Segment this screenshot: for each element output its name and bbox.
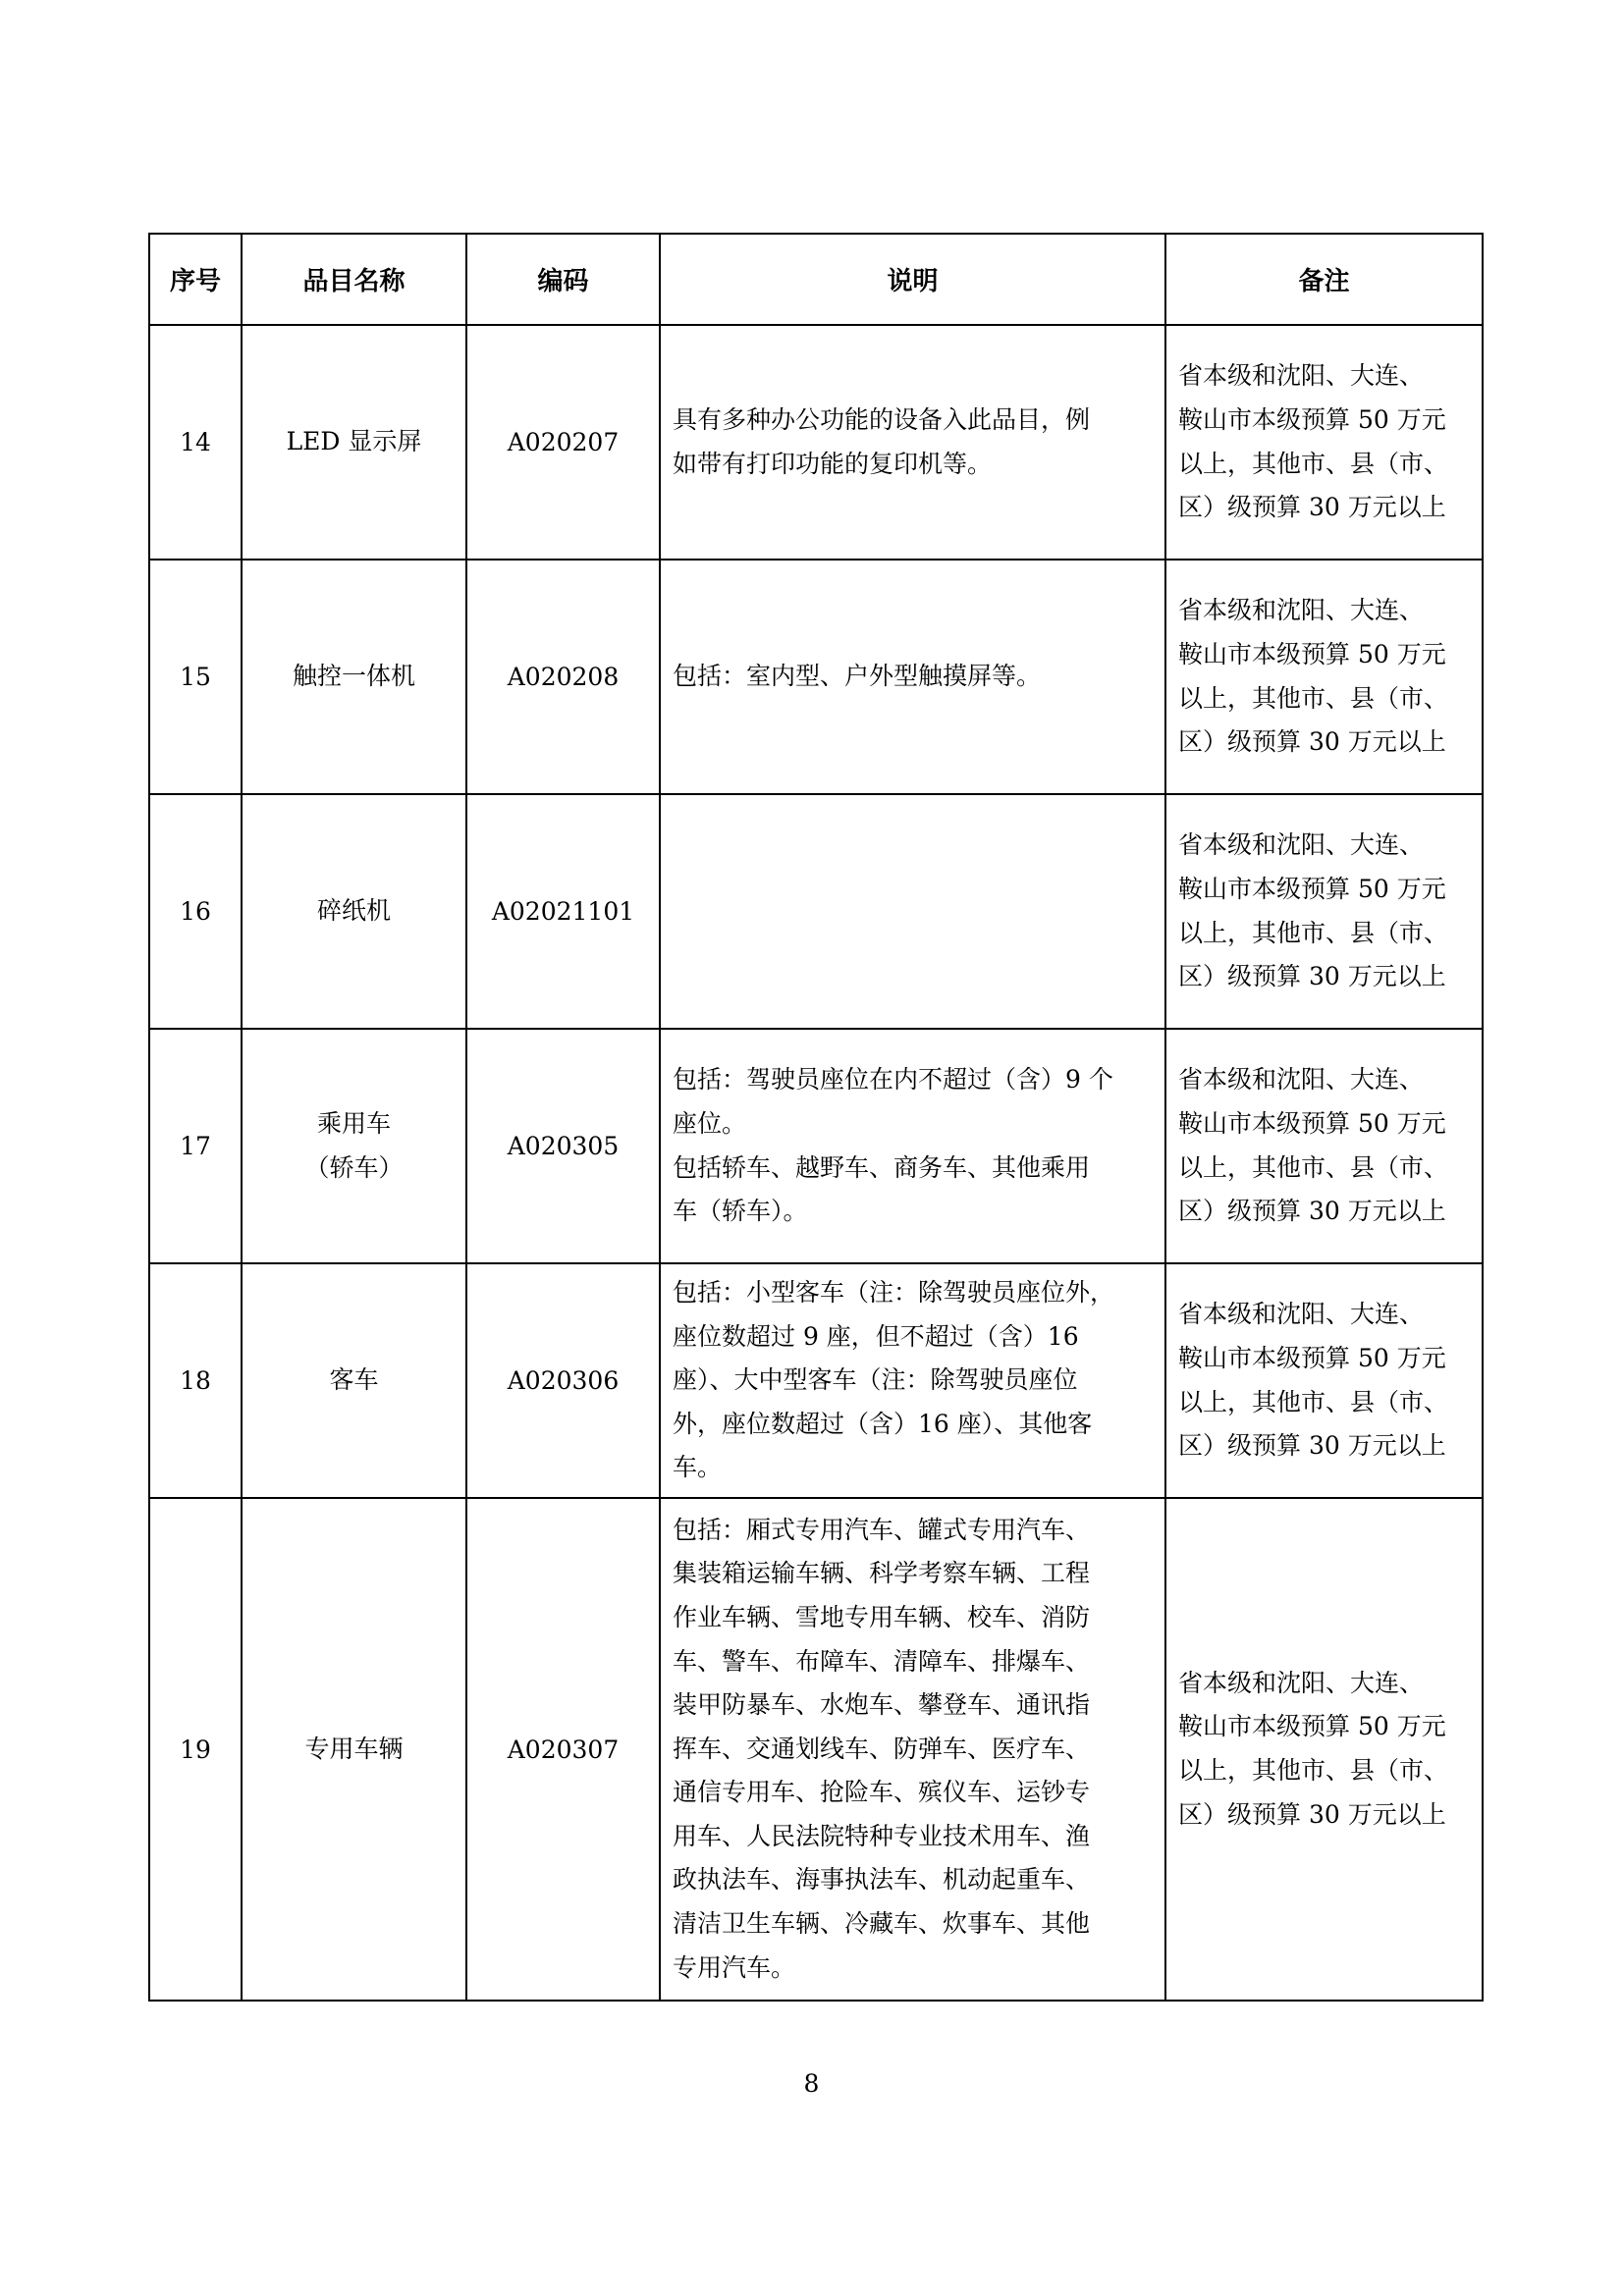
- remarks-line: 省本级和沈阳、大连、: [1178, 1668, 1425, 1697]
- remarks-line: 鞍山市本级预算 50 万元: [1178, 404, 1446, 434]
- remarks-cell: [1165, 1498, 1483, 2001]
- remarks-line: 鞍山市本级预算 50 万元: [1178, 639, 1446, 668]
- serial-number-cell: 14: [149, 325, 242, 560]
- table-row: [149, 325, 1483, 560]
- table-header-row: [149, 234, 1483, 325]
- remarks-line: 区）级预算 30 万元以上: [1178, 1799, 1446, 1829]
- description-line: 包括：小型客车（注：除驾驶员座位外，: [673, 1278, 1115, 1308]
- description-line: 座位数超过 9 座，但不超过（含）16: [673, 1321, 1079, 1351]
- remarks-line: 省本级和沈阳、大连、: [1178, 361, 1425, 391]
- remarks-line: 以上，其他市、县（市、: [1178, 1152, 1449, 1182]
- description-line: 包括：驾驶员座位在内不超过（含）9 个: [673, 1065, 1113, 1095]
- header-serial-number: 序号: [149, 234, 242, 325]
- description-line: 通信专用车、抢险车、殡仪车、运钞专: [673, 1778, 1091, 1807]
- remarks-line: 区）级预算 30 万元以上: [1178, 727, 1446, 757]
- item-name-line: 碎纸机: [316, 896, 391, 926]
- description-line: 车、警车、布障车、清障车、排爆车、: [673, 1646, 1091, 1676]
- code-cell: A020307: [466, 1498, 660, 2001]
- description-line: 专用汽车。: [673, 1952, 796, 1982]
- description-line: 政执法车、海事执法车、机动起重车、: [673, 1865, 1091, 1895]
- remarks-line: 以上，其他市、县（市、: [1178, 918, 1449, 947]
- header-code: 编码: [466, 234, 660, 325]
- serial-number-cell: 19: [149, 1498, 242, 2001]
- header-item-name: 品目名称: [242, 234, 466, 325]
- description-line: 座位。: [673, 1108, 747, 1138]
- serial-number-cell: 16: [149, 794, 242, 1029]
- header-remarks: 备注: [1165, 234, 1483, 325]
- description-line: 车。: [673, 1453, 723, 1482]
- item-name-line: LED 显示屏: [286, 427, 422, 456]
- item-name-line: 专用车辆: [304, 1734, 404, 1763]
- description-line: 包括：室内型、户外型触摸屏等。: [673, 662, 1042, 691]
- code-cell: A020207: [466, 325, 660, 560]
- serial-number-cell: 18: [149, 1263, 242, 1498]
- remarks-cell: [1165, 1029, 1483, 1263]
- header-description: 说明: [660, 234, 1165, 325]
- description-line: 装甲防暴车、水炮车、攀登车、通讯指: [673, 1690, 1091, 1720]
- item-name-line: 触控一体机: [292, 662, 415, 691]
- remarks-line: 以上，其他市、县（市、: [1178, 683, 1449, 713]
- table-body: [149, 325, 1483, 2001]
- code-cell: A02021101: [466, 794, 660, 1029]
- description-line: 外，座位数超过（含）16 座）、其他客: [673, 1409, 1093, 1438]
- catalog-table: [148, 233, 1484, 2002]
- description-cell: [660, 1029, 1165, 1263]
- description-line: 挥车、交通划线车、防弹车、医疗车、: [673, 1734, 1091, 1763]
- item-name-cell: [242, 794, 466, 1029]
- serial-number-cell: 15: [149, 560, 242, 794]
- remarks-line: 鞍山市本级预算 50 万元: [1178, 1108, 1446, 1138]
- description-line: 具有多种办公功能的设备入此品目，例: [673, 404, 1091, 434]
- description-line: 作业车辆、雪地专用车辆、校车、消防: [673, 1602, 1091, 1631]
- description-cell: [660, 1498, 1165, 2001]
- description-line: 集装箱运输车辆、科学考察车辆、工程: [673, 1559, 1091, 1588]
- description-line: 用车、人民法院特种专业技术用车、渔: [673, 1821, 1091, 1850]
- description-cell: [660, 794, 1165, 1029]
- remarks-line: 以上，其他市、县（市、: [1178, 1387, 1449, 1416]
- code-cell: A020305: [466, 1029, 660, 1263]
- item-name-line: （轿车）: [304, 1152, 404, 1182]
- description-line: 包括轿车、越野车、商务车、其他乘用: [673, 1152, 1091, 1182]
- item-name-cell: [242, 1498, 466, 2001]
- description-cell: [660, 1263, 1165, 1498]
- item-name-line: 乘用车: [316, 1108, 391, 1138]
- description-line: 车（轿车）。: [673, 1197, 808, 1226]
- remarks-line: 省本级和沈阳、大连、: [1178, 1065, 1425, 1095]
- remarks-cell: [1165, 560, 1483, 794]
- serial-number-cell: 17: [149, 1029, 242, 1263]
- remarks-line: 区）级预算 30 万元以上: [1178, 1431, 1446, 1461]
- table-row: [149, 1498, 1483, 2001]
- remarks-cell: [1165, 325, 1483, 560]
- remarks-line: 区）级预算 30 万元以上: [1178, 1197, 1446, 1226]
- description-line: 座）、大中型客车（注：除驾驶员座位: [673, 1365, 1078, 1395]
- description-line: 包括：厢式专用汽车、罐式专用汽车、: [673, 1515, 1091, 1544]
- item-name-line: 客车: [329, 1365, 379, 1395]
- page-number: 8: [803, 2069, 820, 2098]
- table-row: [149, 1029, 1483, 1263]
- remarks-cell: [1165, 1263, 1483, 1498]
- item-name-cell: [242, 325, 466, 560]
- description-cell: [660, 325, 1165, 560]
- remarks-line: 省本级和沈阳、大连、: [1178, 596, 1425, 625]
- item-name-cell: [242, 560, 466, 794]
- remarks-line: 以上，其他市、县（市、: [1178, 1756, 1449, 1785]
- item-name-cell: [242, 1029, 466, 1263]
- remarks-line: 鞍山市本级预算 50 万元: [1178, 874, 1446, 903]
- remarks-line: 区）级预算 30 万元以上: [1178, 962, 1446, 991]
- description-line: 如带有打印功能的复印机等。: [673, 449, 993, 478]
- remarks-cell: [1165, 794, 1483, 1029]
- remarks-line: 省本级和沈阳、大连、: [1178, 1300, 1425, 1329]
- code-cell: A020306: [466, 1263, 660, 1498]
- item-name-cell: [242, 1263, 466, 1498]
- table-row: [149, 1263, 1483, 1498]
- remarks-line: 以上，其他市、县（市、: [1178, 449, 1449, 478]
- table-row: [149, 560, 1483, 794]
- description-cell: [660, 560, 1165, 794]
- remarks-line: 鞍山市本级预算 50 万元: [1178, 1343, 1446, 1372]
- remarks-line: 省本级和沈阳、大连、: [1178, 830, 1425, 860]
- code-cell: A020208: [466, 560, 660, 794]
- table-row: [149, 794, 1483, 1029]
- description-line: 清洁卫生车辆、冷藏车、炊事车、其他: [673, 1909, 1091, 1939]
- remarks-line: 区）级预算 30 万元以上: [1178, 493, 1446, 522]
- remarks-line: 鞍山市本级预算 50 万元: [1178, 1712, 1446, 1741]
